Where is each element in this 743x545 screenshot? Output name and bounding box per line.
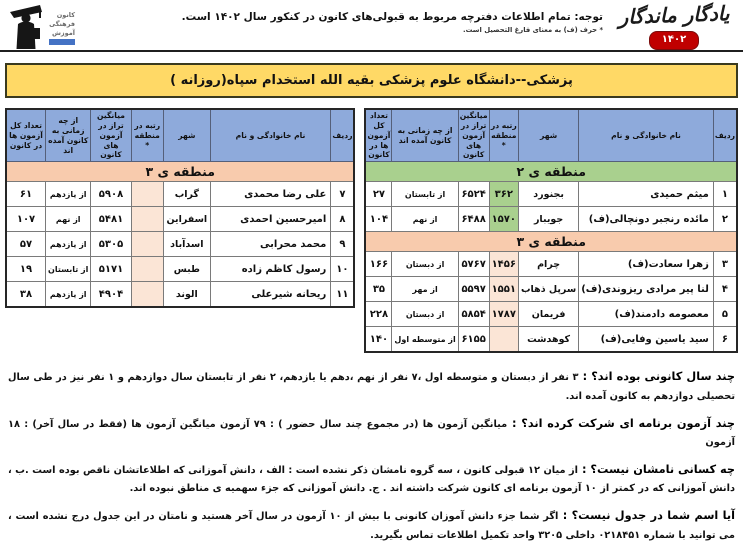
row-number: ۸	[331, 207, 355, 232]
student-name: امیرحسین احمدی	[210, 207, 331, 232]
student-name: معصومه دادمند(ف)	[579, 302, 714, 327]
average-score: ۶۱۵۵	[458, 327, 489, 353]
average-score: ۵۹۰۸	[91, 182, 131, 207]
question-label: چند آزمون برنامه ای شرکت کرده اند؟ :	[507, 416, 735, 430]
column-header: شهر	[519, 109, 579, 162]
qa-paragraph	[8, 459, 735, 499]
region-band-row	[365, 232, 737, 252]
total-exams: ۶۱	[6, 182, 46, 207]
total-exams: ۱۶۶	[365, 252, 391, 277]
region-rank: ۱۵۵۱	[489, 277, 518, 302]
total-exams: ۱۹	[6, 257, 46, 282]
results-tables	[5, 108, 738, 353]
city: فریمان	[519, 302, 579, 327]
student-name: ریحانه شیرعلی	[210, 282, 331, 308]
since-when: از دبستان	[392, 302, 458, 327]
average-score: ۵۱۷۱	[91, 257, 131, 282]
city: سرپل ذهاب	[519, 277, 579, 302]
student-name: سید یاسین وفایی(ف)	[579, 327, 714, 353]
table-row	[6, 232, 354, 257]
row-number: ۹	[331, 232, 355, 257]
region-rank: ۳۶۲	[489, 182, 518, 207]
question-label: آیا اسم شما در جدول نیست؟ :	[558, 508, 735, 522]
city: اسفراین	[163, 207, 210, 232]
table-row	[6, 257, 354, 282]
student-name: لنا پیر مرادی ریزوندی(ف)	[579, 277, 714, 302]
average-score: ۵۳۰۵	[91, 232, 131, 257]
student-name: مائده رنجبر دونچالی(ف)	[579, 207, 714, 232]
table-row	[365, 327, 737, 353]
logo-blue-bar	[49, 39, 75, 45]
column-header: از چه زمانی به کانون آمده اند	[392, 109, 458, 162]
region-rank: ۱۵۷۰	[489, 207, 518, 232]
graduate-icon	[8, 2, 46, 50]
table-row	[365, 302, 737, 327]
logo-line-2: فرهنگی	[49, 19, 75, 28]
total-exams: ۲۷	[365, 182, 391, 207]
average-score: ۴۹۰۴	[91, 282, 131, 308]
region-rank	[489, 327, 518, 353]
city: کوهدشت	[519, 327, 579, 353]
page-header	[0, 0, 743, 52]
answer-text: اگر شما جزء دانش آموزان کانونی با بیش از ۱۰ آزمون در سال آخر هستید و نامتان در این جدول درج نشده است ، می توانید با شماره ۰۲۱۸۴۵۱ داخلی ۳۲۰۵ واحد تکمیل اطلاعات تماس بگیرید.	[8, 510, 735, 541]
kanoon-logo	[8, 2, 75, 50]
total-exams: ۵۷	[6, 232, 46, 257]
since-when: از دبستان	[392, 252, 458, 277]
region-band-row	[6, 162, 354, 182]
column-header: رتبه در منطقه *	[489, 109, 518, 162]
column-header: ردیف	[331, 109, 355, 162]
total-exams: ۱۰۷	[6, 207, 46, 232]
total-exams: ۲۲۸	[365, 302, 391, 327]
city: الوند	[163, 282, 210, 308]
row-number: ۱۰	[331, 257, 355, 282]
column-header: از چه زمانی به کانون آمده اند	[46, 109, 91, 162]
year-badge: ۱۴۰۲	[649, 31, 699, 50]
region-rank: ۱۴۵۶	[489, 252, 518, 277]
student-name: رسول کاظم زاده	[210, 257, 331, 282]
column-header: میانگین تراز در آزمون های کانون	[458, 109, 489, 162]
average-score: ۵۷۶۷	[458, 252, 489, 277]
header-note-main: توجه: تمام اطلاعات دفترچه مربوط به قبولی‌های کانون در کنکور سال ۱۴۰۲ است.	[181, 11, 603, 23]
city: گراب	[163, 182, 210, 207]
logo-text	[49, 12, 75, 45]
qa-section	[8, 366, 735, 545]
column-header: میانگین تراز در آزمون های کانون	[91, 109, 131, 162]
since-when: از تابستان	[46, 257, 91, 282]
answer-text: از میان ۱۲ قبولی کانون ، سه گروه نامشان ذکر نشده است : الف ، دانش آموزانی که اطلاعاتشان ناقص بوده است .ب ، دانش آموزانی که در کمتر از ۱۰ آزمون برنامه ای کانون شرکت داشته اند . ج. دانش آموزانی که جزء سهمیه ی مناطق نبوده اند.	[8, 464, 735, 495]
table-row	[6, 282, 354, 308]
city: طبس	[163, 257, 210, 282]
question-label: چند سال کانونی بوده اند؟ :	[578, 370, 735, 384]
total-exams: ۱۴۰	[365, 327, 391, 353]
answer-text: ۳ نفر از دبستان و متوسطه اول ،۷ نفر از نهم ،دهم یا یازدهم، ۲ نفر از تابستان سال دوازدهم و ۱ نفر نیز در طی سال تحصیلی دوازدهم به کانون آمده اند.	[8, 372, 735, 402]
region-rank	[131, 182, 163, 207]
region-rank	[131, 207, 163, 232]
brand-calligraphy: یادگار ماندگار	[618, 1, 730, 29]
total-exams: ۳۸	[6, 282, 46, 308]
region-band-row	[365, 162, 737, 182]
table-row	[365, 252, 737, 277]
table-row	[6, 207, 354, 232]
total-exams: ۳۵	[365, 277, 391, 302]
row-number: ۱	[713, 182, 737, 207]
row-number: ۵	[713, 302, 737, 327]
column-header: شهر	[163, 109, 210, 162]
since-when: از تابستان	[392, 182, 458, 207]
city: چرام	[519, 252, 579, 277]
region-band-label: منطقه ی ۲	[365, 162, 737, 182]
question-label: چه کسانی نامشان نیست؟ :	[578, 462, 735, 476]
qa-paragraph	[8, 413, 735, 453]
region-band-label: منطقه ی ۳	[365, 232, 737, 252]
row-number: ۶	[713, 327, 737, 353]
since-when: از نهم	[392, 207, 458, 232]
results-table-left	[5, 108, 355, 308]
student-name: علی رضا محمدی	[210, 182, 331, 207]
brand-block	[609, 3, 739, 50]
region-rank: ۱۷۸۷	[489, 302, 518, 327]
region-band-label: منطقه ی ۳	[6, 162, 354, 182]
average-score: ۵۵۹۷	[458, 277, 489, 302]
table-row	[365, 277, 737, 302]
column-header: تعداد کل آزمون ها در کانون	[6, 109, 46, 162]
since-when: از یازدهم	[46, 232, 91, 257]
average-score: ۶۴۸۸	[458, 207, 489, 232]
row-number: ۴	[713, 277, 737, 302]
since-when: از متوسطه اول	[392, 327, 458, 353]
results-table-right	[364, 108, 738, 353]
logo-line-1: کانون	[56, 11, 75, 19]
average-score: ۵۸۵۴	[458, 302, 489, 327]
row-number: ۷	[331, 182, 355, 207]
total-exams: ۱۰۴	[365, 207, 391, 232]
column-header: ردیف	[713, 109, 737, 162]
column-header: رتبه در منطقه *	[131, 109, 163, 162]
page-title: پزشکی--دانشگاه علوم پزشکی بقیه الله استخدام سپاه(روزانه )	[5, 63, 738, 98]
table-row	[6, 182, 354, 207]
city: جویبار	[519, 207, 579, 232]
region-rank	[131, 232, 163, 257]
since-when: از یازدهم	[46, 182, 91, 207]
student-name: زهرا سعادت(ف)	[579, 252, 714, 277]
since-when: از نهم	[46, 207, 91, 232]
qa-paragraph	[8, 505, 735, 545]
row-number: ۳	[713, 252, 737, 277]
logo-line-3: آموزش	[51, 28, 75, 37]
student-name: میثم حمیدی	[579, 182, 714, 207]
row-number: ۲	[713, 207, 737, 232]
row-number: ۱۱	[331, 282, 355, 308]
qa-paragraph	[8, 366, 735, 406]
table-row	[365, 207, 737, 232]
region-rank	[131, 257, 163, 282]
column-header: نام خانوادگی و نام	[579, 109, 714, 162]
since-when: از مهر	[392, 277, 458, 302]
column-header: نام خانوادگی و نام	[210, 109, 331, 162]
city: اسدآباد	[163, 232, 210, 257]
student-name: محمد محرابی	[210, 232, 331, 257]
column-header: تعداد کل آزمون ها در کانون	[365, 109, 391, 162]
average-score: ۶۵۲۴	[458, 182, 489, 207]
answer-text: میانگین آزمون ها (در مجموع چند سال حضور ) : ۷۹ آزمون میانگین آزمون ها (فقط در سال آخر) : ۱۸ آزمون	[8, 418, 735, 449]
since-when: از یازدهم	[46, 282, 91, 308]
average-score: ۵۴۸۱	[91, 207, 131, 232]
city: بجنورد	[519, 182, 579, 207]
header-note-footnote: * حرف (ف) به معنای فارغ التحصیل است.	[463, 26, 603, 34]
table-row	[365, 182, 737, 207]
header-note	[182, 11, 603, 34]
region-rank	[131, 282, 163, 308]
